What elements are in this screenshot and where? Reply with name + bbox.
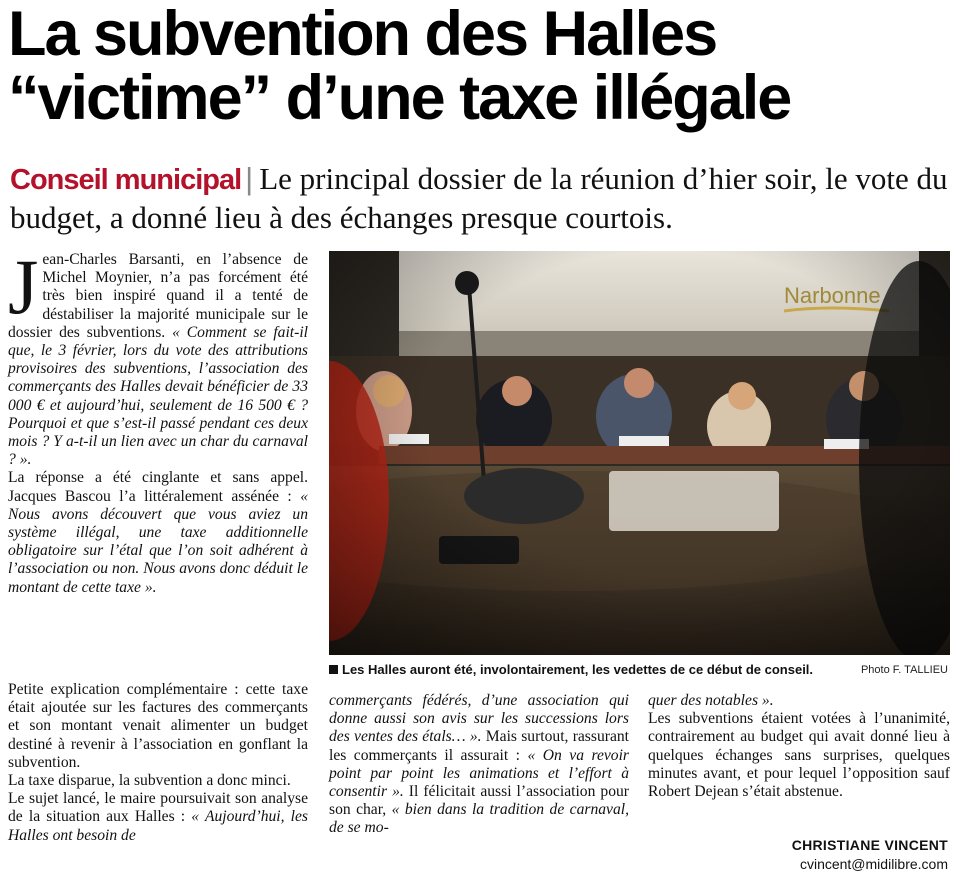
paragraph-mayor [8,790,308,845]
congrats-text: Il félicitait aussi l’association pour son char, [329,783,629,819]
dek-separator: | [245,161,254,196]
signature [792,836,948,874]
paragraph-response [8,469,308,596]
article-column-2 [329,692,629,838]
paragraph-vote: Les subventions étaient votées à l’unanimité, contrairement au budget qui avait donné lieu à quelques échanges sans surprises, quelques minutes avant, et pour lequel l’opposition sauf Robert Dejean s’était abstenue. [648,710,950,801]
dek-text: Le principal dossier de la réunion d’hier soir, le vote du budget, a donné lieu à des échanges presque courtois. [10,161,948,235]
dropcap: J [8,243,39,330]
article-column-1-top [8,243,308,597]
author-name: CHRISTIANE VINCENT [791,837,948,853]
photo-caption [329,660,950,680]
paragraph-col3-quote [648,692,950,710]
response-text: La réponse a été cinglante et sans appel. Jacques Bascou l’a littéralement assénée : [8,469,308,505]
paragraph-tax: La taxe disparue, la subvention a donc minci. [8,772,291,790]
council-photo-illustration [329,251,950,655]
quote-notables: quer des notables ». [648,692,774,709]
quote-review: « On va revoir point par point les animations et l’effort à consentir ». [329,746,629,801]
mayor-text: Le sujet lancé, le maire poursuivait son analyse de la situation aux Halles : [8,790,308,826]
caption-text: Les Halles auront été, involontairement, les vedettes de ce début de conseil. [342,662,814,677]
reassure-text: Mais surtout, rassurant les commerçants il assurait : [329,728,629,764]
quote-bascou: « Nous avons découvert que vous aviez un système illégal, une taxe additionnelle obligatoire sur l’étal que l’on soit adhérent à l’association ou non. Nous avons donc déduit le montant de cette taxe ». [8,487,308,596]
quote-carnival: « bien dans la tradition de carnaval, de se mo- [329,801,629,837]
caption-square-icon [329,665,338,674]
paragraph-intro [8,243,308,469]
article-column-3 [648,692,950,801]
author-email: cvincent@midilibre.com [799,856,948,872]
paragraph-explanation: Petite explication complémentaire : cette taxe était ajoutée sur les factures des commerçants et son montant venait alimenter un budget destiné à revenir à l’association en gonflant la subvention. [8,681,308,771]
quote-barsanti: « Comment se fait-il que, le 3 février, lors du vote des attributions provisoires des subventions, l’association des commerçants des Halles devait bénéficier de 33 000 € et aujourd’hui, seulement de 16 500 € ? Pourquoi et que s’est-il passé pendant ces deux mois ? Y a-t-il un lien avec un char du carnaval ? ». [8,323,308,469]
council-photo [329,251,950,655]
quote-mayor-cont: commerçants fédérés, d’une association qui donne aussi son avis sur les successions lors des ventes des étals… ». [329,692,629,746]
headline-line-2: “victime” d’une taxe illégale [8,63,791,133]
headline-line-1: La subvention des Halles [8,0,717,69]
paragraph-col2 [329,692,629,838]
quote-mayor: « Aujourd’hui, les Halles ont besoin de [8,808,308,844]
photo-credit: Photo F. TALLIEU [860,664,948,676]
article-column-1-bottom [8,681,308,845]
headline [8,0,958,133]
intro-text: ean-Charles Barsanti, en l’absence de Michel Moynier, n’a pas forcément été très bien inspiré quand il a tenté de déstabiliser la majorité municipale sur le dossier des subventions. [8,251,308,341]
dek [10,160,955,236]
dek-kicker: Conseil municipal [10,164,242,196]
